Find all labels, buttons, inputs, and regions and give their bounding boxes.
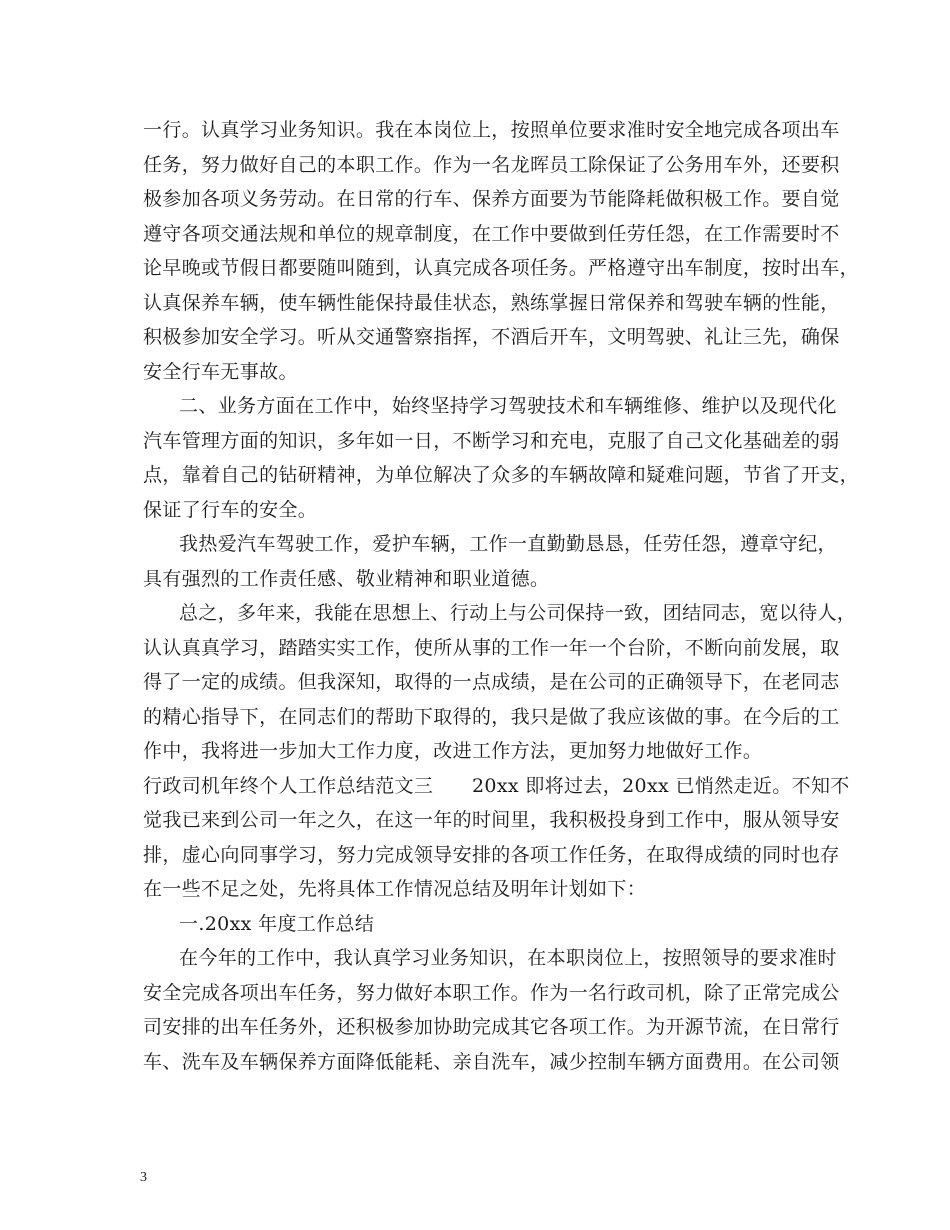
body-text	[143, 113, 859, 1079]
text-line: 安全行车无事故。	[143, 360, 298, 383]
text-line: 具有强烈的工作责任感、敬业精神和职业道德。	[143, 567, 550, 590]
text-line: 认认真真学习，踏踏实实工作，使所从事的工作一年一个台阶，不断向前发展，取	[143, 636, 840, 659]
text-line: 排，虚心向同事学习，努力完成领导安排的各项工作任务，在取得成绩的同时也存	[143, 843, 840, 866]
text-line: 任务，努力做好自己的本职工作。作为一名龙晖员工除保证了公务用车外，还要积	[143, 153, 840, 176]
text-line: 认真保养车辆，使车辆性能保持最佳状态，熟练掌握日常保养和驾驶车辆的性能，	[143, 291, 840, 314]
text-line: 的精心指导下，在同志们的帮助下取得的，我只是做了我应该做的事。在今后的工	[143, 705, 840, 728]
text-line: 遵守各项交通法规和单位的规章制度，在工作中要做到任劳任怨，在工作需要时不	[143, 222, 840, 245]
text-line: 司安排的出车任务外，还积极参加协助完成其它各项工作。为开源节流，在日常行	[143, 1016, 840, 1038]
paragraph-first-line: 在今年的工作中，我认真学习业务知识，在本职岗位上，按照领导的要求准时	[179, 947, 837, 969]
paragraph-first-line: 我热爱汽车驾驶工作，爱护车辆，工作一直勤勤恳恳，任劳任怨，遵章守纪，	[179, 533, 837, 555]
section-heading: 一.20xx 年度工作总结	[179, 912, 375, 935]
text-line: 安全完成各项出车任务，努力做好本职工作。作为一名行政司机，除了正常完成公	[143, 981, 840, 1004]
text-line: 极参加各项义务劳动。在日常的行车、保养方面要为节能降耗做积极工作。要自觉	[143, 188, 840, 210]
text-line: 论早晚或节假日都要随叫随到，认真完成各项任务。严格遵守出车制度，按时出车，	[143, 257, 859, 279]
text-line: 觉我已来到公司一年之久，在这一年的时间里，我积极投身到工作中，服从领导安	[143, 809, 840, 831]
text-line: 保证了行车的安全。	[143, 498, 318, 521]
text-line: 作中，我将进一步加大工作力度，改进工作方法，更加努力地做好工作。	[143, 740, 763, 762]
section-title-line: 行政司机年终个人工作总结范文三 20xx 即将过去，20xx 已悄然走近。不知不	[143, 774, 850, 797]
text-line: 车、洗车及车辆保养方面降低能耗、亲自洗车，减少控制车辆方面费用。在公司领	[143, 1050, 840, 1073]
text-line: 汽车管理方面的知识，多年如一日，不断学习和充电，克服了自己文化基础差的弱	[143, 429, 840, 452]
text-line: 得了一定的成绩。但我深知，取得的一点成绩，是在公司的正确领导下，在老同志	[143, 671, 840, 693]
text-line: 积极参加安全学习。听从交通警察指挥，不酒后开车，文明驾驶、礼让三先，确保	[143, 326, 840, 348]
paragraph-first-line: 二、业务方面在工作中，始终坚持学习驾驶技术和车辆维修、维护以及现代化	[179, 395, 837, 417]
text-line: 在一些不足之处，先将具体工作情况总结及明年计划如下：	[143, 878, 647, 900]
text-line: 点，靠着自己的钻研精神，为单位解决了众多的车辆故障和疑难问题，节省了开支，	[143, 464, 859, 486]
text-line: 一行。认真学习业务知识。我在本岗位上，按照单位要求准时安全地完成各项出车	[143, 119, 840, 141]
paragraph-first-line: 总之，多年来，我能在思想上、行动上与公司保持一致，团结同志，宽以待人，	[179, 602, 857, 624]
page-number: 3	[140, 1170, 147, 1185]
